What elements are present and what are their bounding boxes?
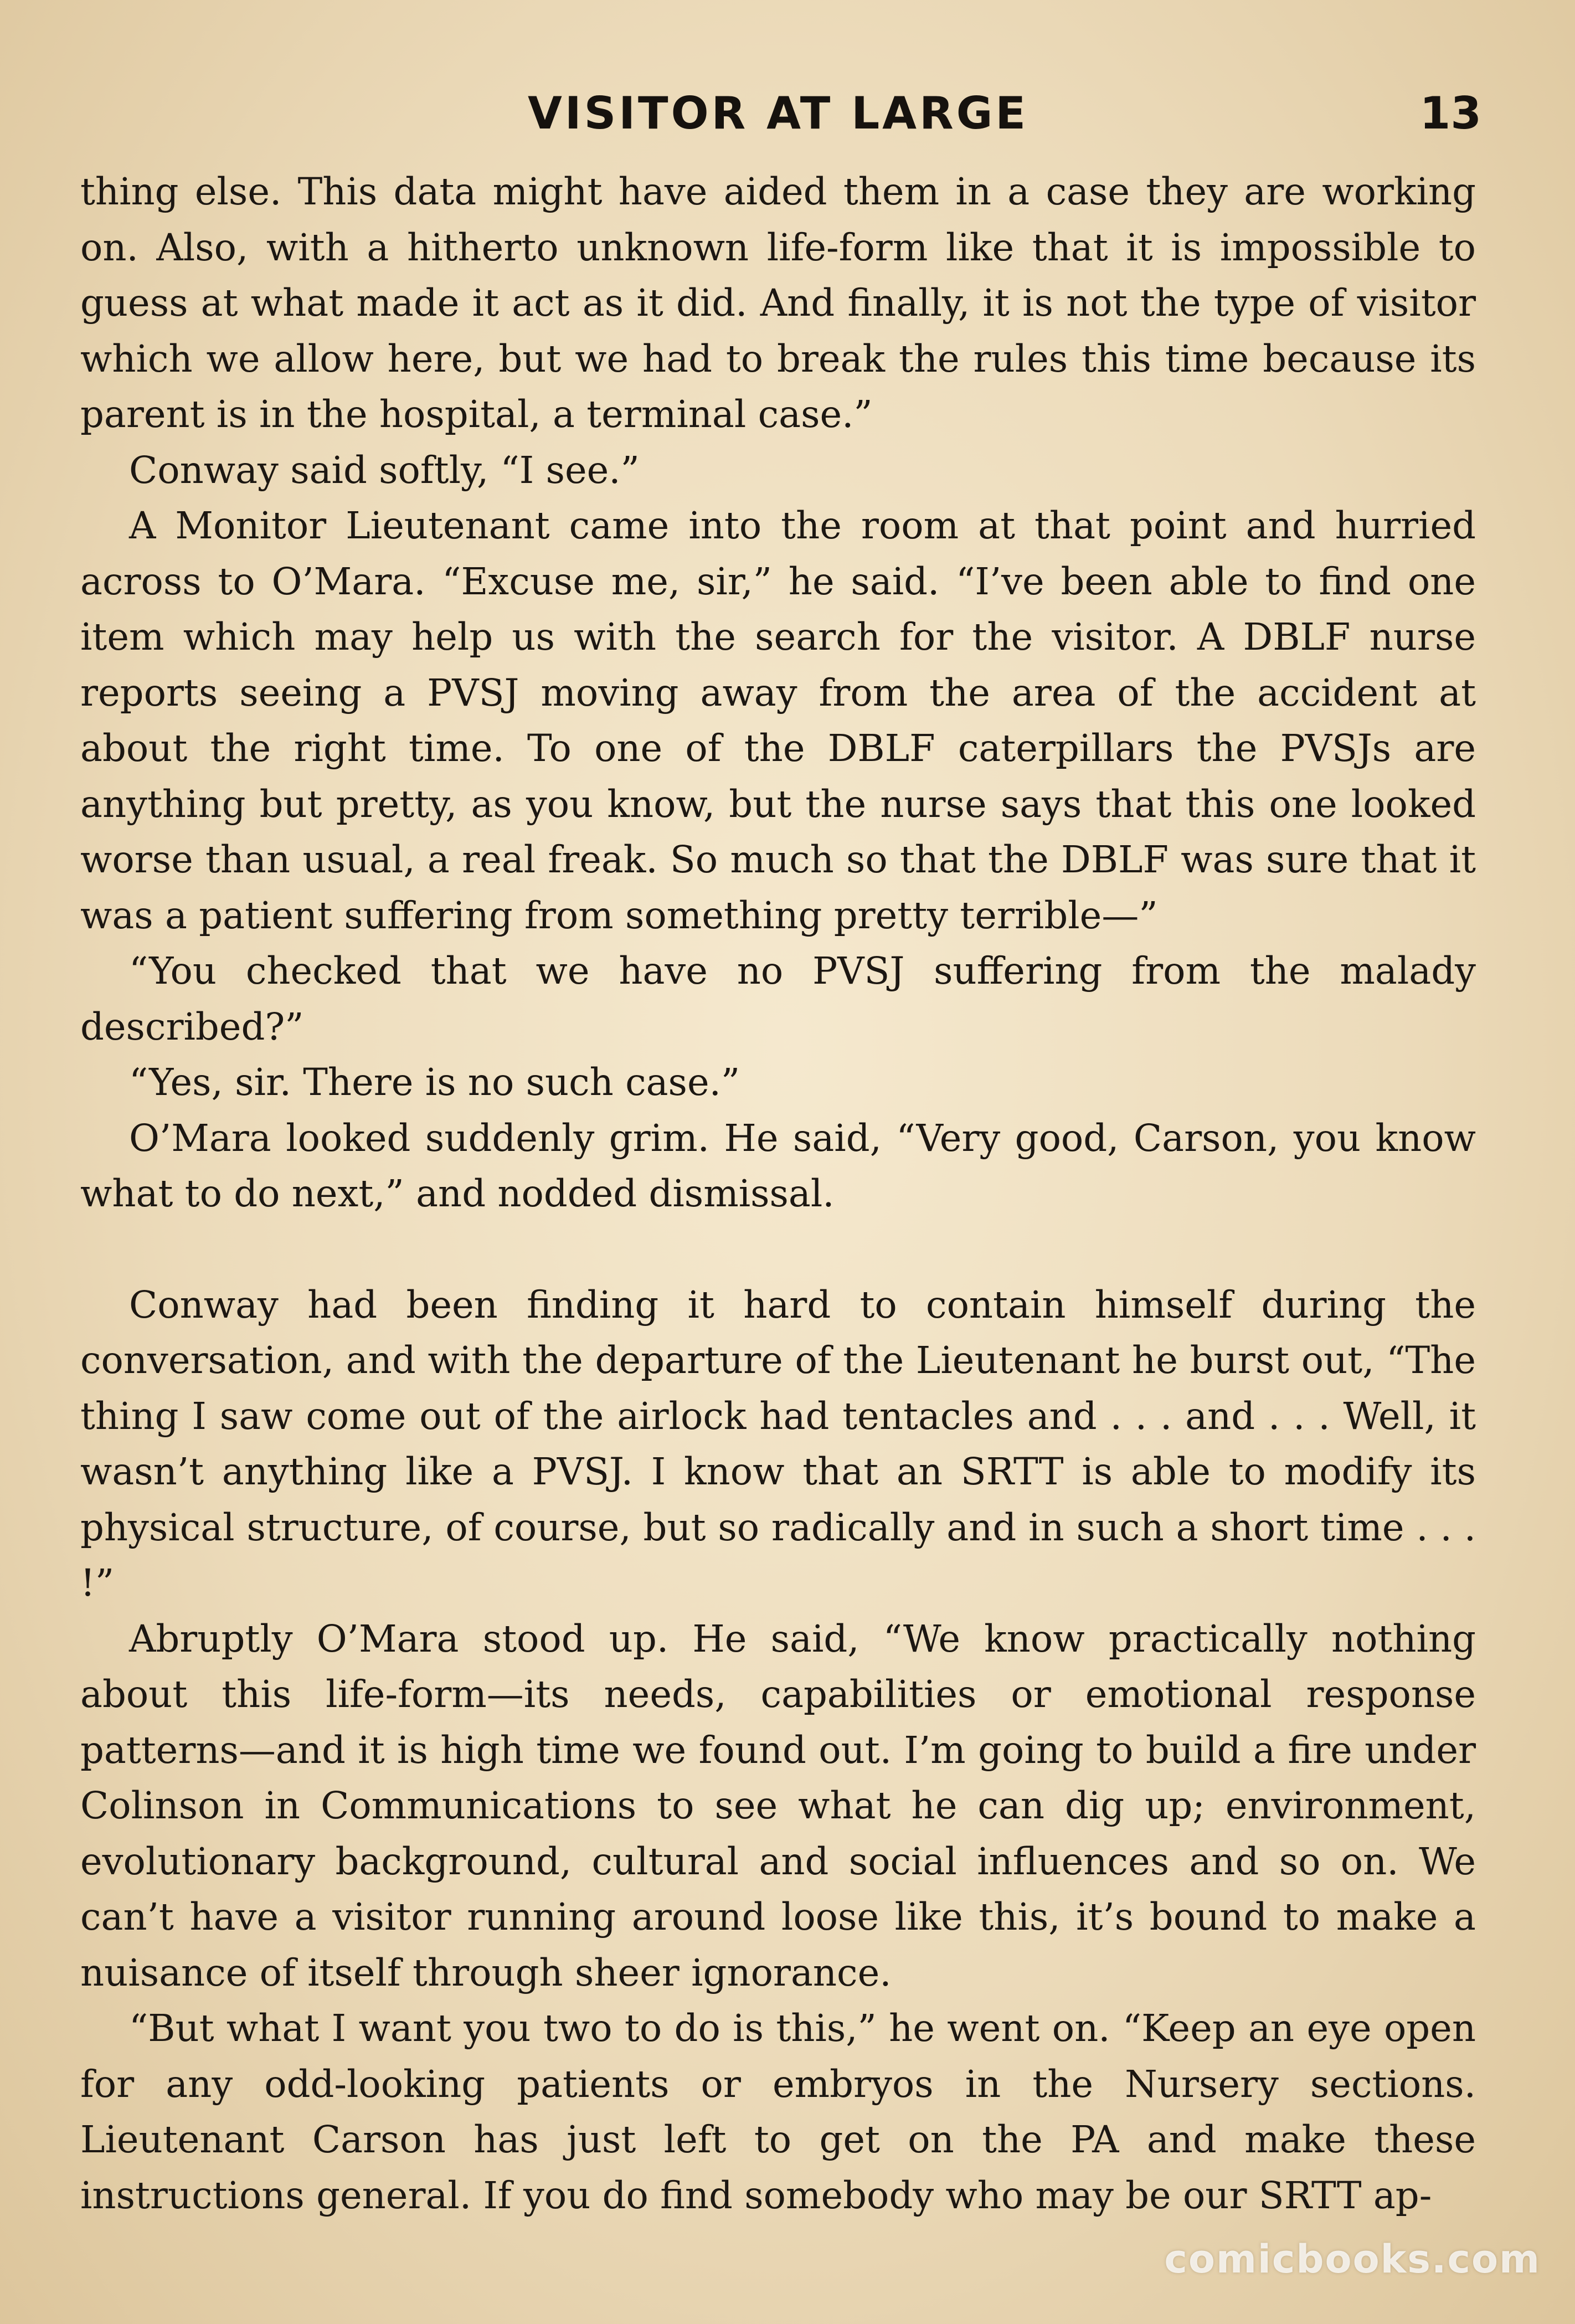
paragraph: “But what I want you two to do is this,” he went on. “Keep an eye open for any odd-looking patients or embryos in the Nursery sections. Lieutenant Carson has just left to get on the PA and make these instructions general. If you do find somebody who may be our SRTT ap- bbox=[80, 2007, 1476, 2217]
paragraph: Conway had been finding it hard to contain himself during the conversation, and with the departure of the Lieutenant he burst out, “The thing I saw come out of the airlock had tentacles and . . . and . . . Well, it wasn’t anything like a PVSJ. I know that an SRTT is able to modify its physical structure, of course, but so radically and in such a short time . . . !” bbox=[80, 1283, 1476, 1605]
paragraph-continuation: thing else. This data might have aided them in a case they are working on. Also, with a hitherto unknown life-form like that it is impossible to guess at what made it act as it did. And finally, it is not the type of visitor which we allow here, but we had to break the rules this time because its parent is in the hospital, a terminal case.” bbox=[80, 170, 1476, 436]
paragraph: O’Mara looked suddenly grim. He said, “Very good, Carson, you know what to do next,” and nodded dismissal. bbox=[80, 1116, 1476, 1215]
paragraph: Conway said softly, “I see.” bbox=[129, 448, 640, 492]
page-number: 13 bbox=[1419, 88, 1481, 139]
paragraph: Abruptly O’Mara stood up. He said, “We know practically nothing about this life-form—its needs, capabilities or emotional response patterns—and it is high time we found out. I’m going to build a fire under Colinson in Communications to see what he can dig up; environment, evolutionary background, cultural and social influences and so on. We can’t have a visitor running around loose like this, it’s bound to make a nuisance of itself through sheer ignorance. bbox=[80, 1617, 1476, 1994]
paragraph: “Yes, sir. There is no such case.” bbox=[129, 1061, 740, 1104]
body-text bbox=[80, 164, 1476, 2223]
page-header bbox=[80, 83, 1481, 150]
paragraph: A Monitor Lieutenant came into the room at that point and hurried across to O’Mara. “Excuse me, sir,” he said. “I’ve been able to find one item which may help us with the search for the visitor. A DBLF nurse reports seeing a PVSJ moving away from the area of the accident at about the right time. To one of the DBLF caterpillars the PVSJs are anything but pretty, as you know, but the nurse says that this one looked worse than usual, a real freak. So much so that the DBLF was sure that it was a patient suffering from something pretty terrible—” bbox=[80, 504, 1476, 937]
running-title: VISITOR AT LARGE bbox=[527, 88, 1029, 139]
section-break bbox=[80, 1222, 1476, 1277]
watermark: comicbooks.com bbox=[1164, 2236, 1541, 2282]
paragraph: “You checked that we have no PVSJ suffering from the malady described?” bbox=[80, 949, 1476, 1048]
